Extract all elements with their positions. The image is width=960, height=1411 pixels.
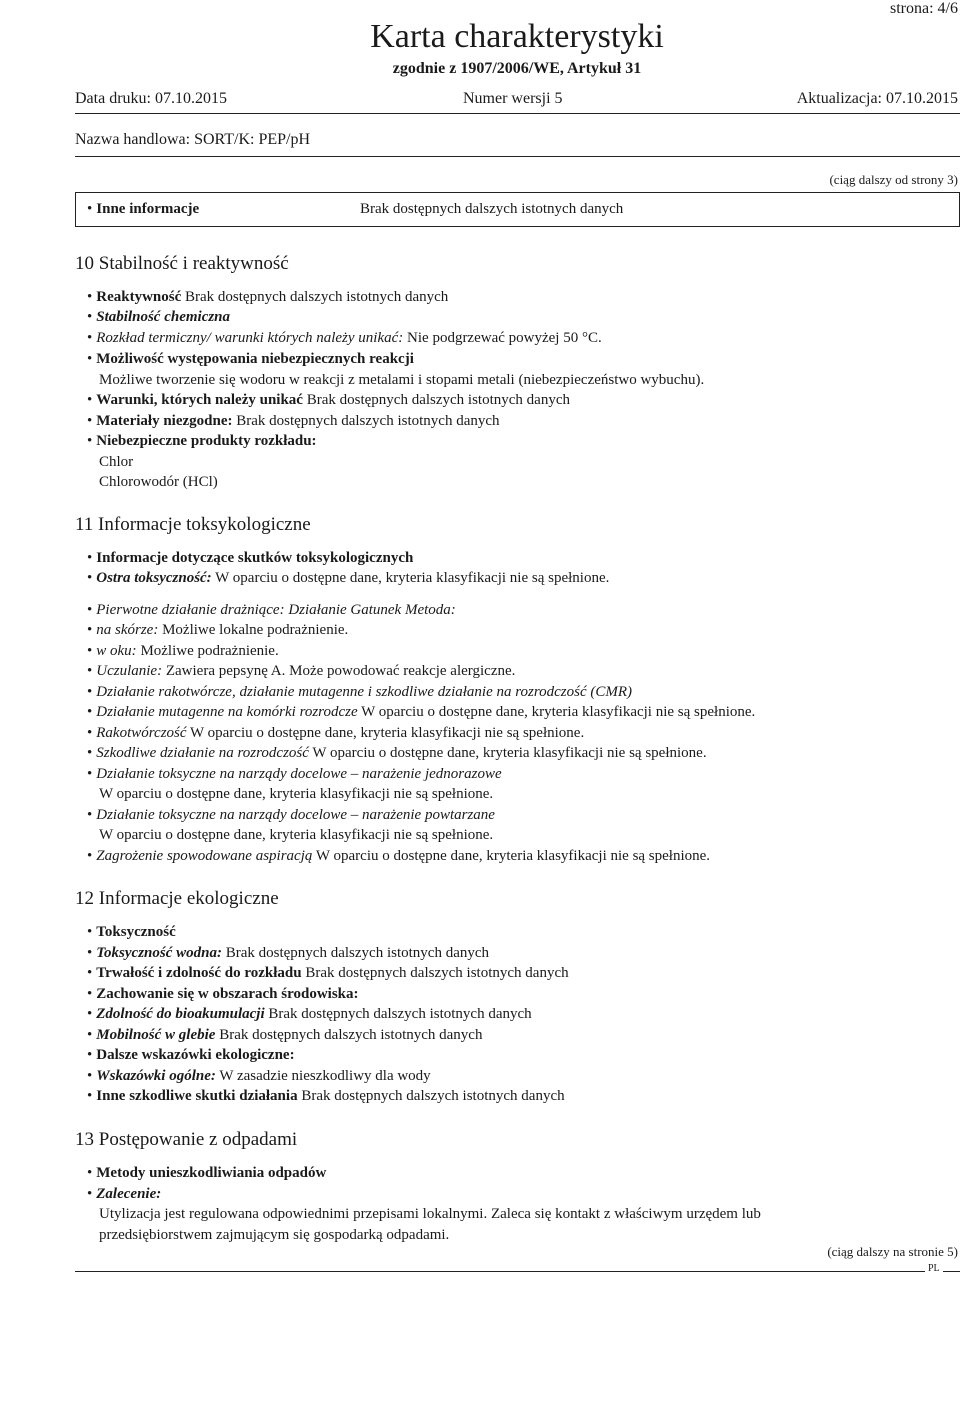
stot-repeated-text: W oparciu o dostępne dane, kryteria klasyfikacji nie są spełnione.: [99, 827, 494, 843]
eye-item: • w oku: Możliwe podrażnienie.: [87, 641, 279, 661]
primary-irritation-item: • Pierwotne działanie drażniące: Działanie Gatunek Metoda:: [87, 600, 456, 620]
chemical-stability-item: • Stabilność chemiczna: [87, 307, 230, 327]
tox-info-item: • Informacje dotyczące skutków toksykologicznych: [87, 548, 413, 568]
carcinogenicity-item: • Rakotwórczość W oparciu o dostępne dane, kryteria klasyfikacji nie są spełnione.: [87, 723, 584, 743]
print-date: Data druku: 07.10.2015: [75, 90, 227, 107]
aspiration-item: • Zagrożenie spowodowane aspiracją W oparciu o dostępne dane, kryteria klasyfikacji nie są spełnione.: [87, 846, 710, 866]
trade-name: Nazwa handlowa: SORT/K: PEP/pH: [75, 131, 311, 148]
update-date: Aktualizacja: 07.10.2015: [796, 90, 958, 107]
sensitisation-item: • Uczulanie: Zawiera pepsynę A. Może powodować reakcje alergiczne.: [87, 661, 515, 681]
persistence-item: • Trwałość i zdolność do rozkładu Brak dostępnych dalszych istotnych danych: [87, 963, 569, 983]
section-11-heading: 11 Informacje toksykologiczne: [75, 514, 311, 535]
thermal-decomposition-item: • Rozkład termiczny/ warunki których należy unikać: Nie podgrzewać powyżej 50 °C.: [87, 328, 602, 348]
incompatible-materials-item: • Materiały niezgodne: Brak dostępnych dalszych istotnych danych: [87, 411, 500, 431]
section-13-heading: 13 Postępowanie z odpadami: [75, 1129, 298, 1150]
other-info-label: • Inne informacje: [87, 199, 199, 219]
reactivity-item: • Reaktywność Brak dostępnych dalszych istotnych danych: [87, 287, 448, 307]
stot-single-item: • Działanie toksyczne na narządy docelowe – narażenie jednorazowe: [87, 764, 502, 784]
product-hcl: Chlorowodór (HCl): [99, 474, 218, 490]
conditions-to-avoid-item: • Warunki, których należy unikać Brak dostępnych dalszych istotnych danych: [87, 390, 570, 410]
language-code: PL: [925, 1263, 943, 1274]
disposal-methods-item: • Metody unieszkodliwiania odpadów: [87, 1163, 326, 1183]
decomposition-products-item: • Niebezpieczne produkty rozkładu:: [87, 431, 317, 451]
bioaccumulation-item: • Zdolność do bioakumulacji Brak dostępnych dalszych istotnych danych: [87, 1004, 532, 1024]
recommendation-text-1: Utylizacja jest regulowana odpowiednimi przepisami lokalnymi. Zaleca się kontakt z właściwym urzędem lub: [99, 1206, 761, 1222]
product-chlorine: Chlor: [99, 454, 134, 470]
hazardous-reactions-item: • Możliwość występowania niebezpiecznych reakcji: [87, 349, 414, 369]
section-10-heading: 10 Stabilność i reaktywność: [75, 253, 289, 274]
further-info-item: • Dalsze wskazówki ekologiczne:: [87, 1045, 295, 1065]
continued-on: (ciąg dalszy na stronie 5): [827, 1244, 958, 1259]
cmr-item: • Działanie rakotwórcze, działanie mutagenne i szkodliwe działanie na rozrodczość (CMR): [87, 682, 632, 702]
document-title: Karta charakterystyki: [370, 18, 664, 55]
version-number: Numer wersji 5: [463, 90, 563, 107]
skin-item: • na skórze: Możliwe lokalne podrażnienie.: [87, 620, 348, 640]
other-info-value: Brak dostępnych dalszych istotnych danych: [360, 201, 624, 217]
acute-toxicity-item: • Ostra toksyczność: W oparciu o dostępne dane, kryteria klasyfikacji nie są spełnione.: [87, 568, 609, 588]
page-number: strona: 4/6: [890, 0, 958, 17]
section-12-heading: 12 Informacje ekologiczne: [75, 888, 279, 909]
hazardous-reactions-text: Możliwe tworzenie się wodoru w reakcji z metalami i stopami metali (niebezpieczeństwo wybuchu).: [99, 372, 705, 388]
behaviour-item: • Zachowanie się w obszarach środowiska:: [87, 984, 359, 1004]
recommendation-item: • Zalecenie:: [87, 1184, 161, 1204]
reproductive-toxicity-item: • Szkodliwe działanie na rozrodczość W oparciu o dostępne dane, kryteria klasyfikacji nie są spełnione.: [87, 743, 707, 763]
mutagenicity-item: • Działanie mutagenne na komórki rozrodcze W oparciu o dostępne dane, kryteria klasyfikacji nie są spełnione.: [87, 702, 755, 722]
document-subtitle: zgodnie z 1907/2006/WE, Artykuł 31: [392, 60, 642, 77]
stot-single-text: W oparciu o dostępne dane, kryteria klasyfikacji nie są spełnione.: [99, 786, 494, 802]
mobility-item: • Mobilność w glebie Brak dostępnych dalszych istotnych danych: [87, 1025, 482, 1045]
continued-from: (ciąg dalszy od strony 3): [829, 172, 958, 187]
footer-divider: [75, 1271, 960, 1272]
general-notes-item: • Wskazówki ogólne: W zasadzie nieszkodliwy dla wody: [87, 1066, 431, 1086]
trade-divider: [75, 156, 960, 157]
stot-repeated-item: • Działanie toksyczne na narządy docelowe – narażenie powtarzane: [87, 805, 495, 825]
aquatic-toxicity-item: • Toksyczność wodna: Brak dostępnych dalszych istotnych danych: [87, 943, 489, 963]
recommendation-text-2: przedsiębiorstwem zajmującym się gospodarką odpadami.: [99, 1227, 450, 1243]
other-effects-item: • Inne szkodliwe skutki działania Brak dostępnych dalszych istotnych danych: [87, 1086, 565, 1106]
toxicity-item: • Toksyczność: [87, 922, 176, 942]
header-divider: [75, 113, 960, 114]
